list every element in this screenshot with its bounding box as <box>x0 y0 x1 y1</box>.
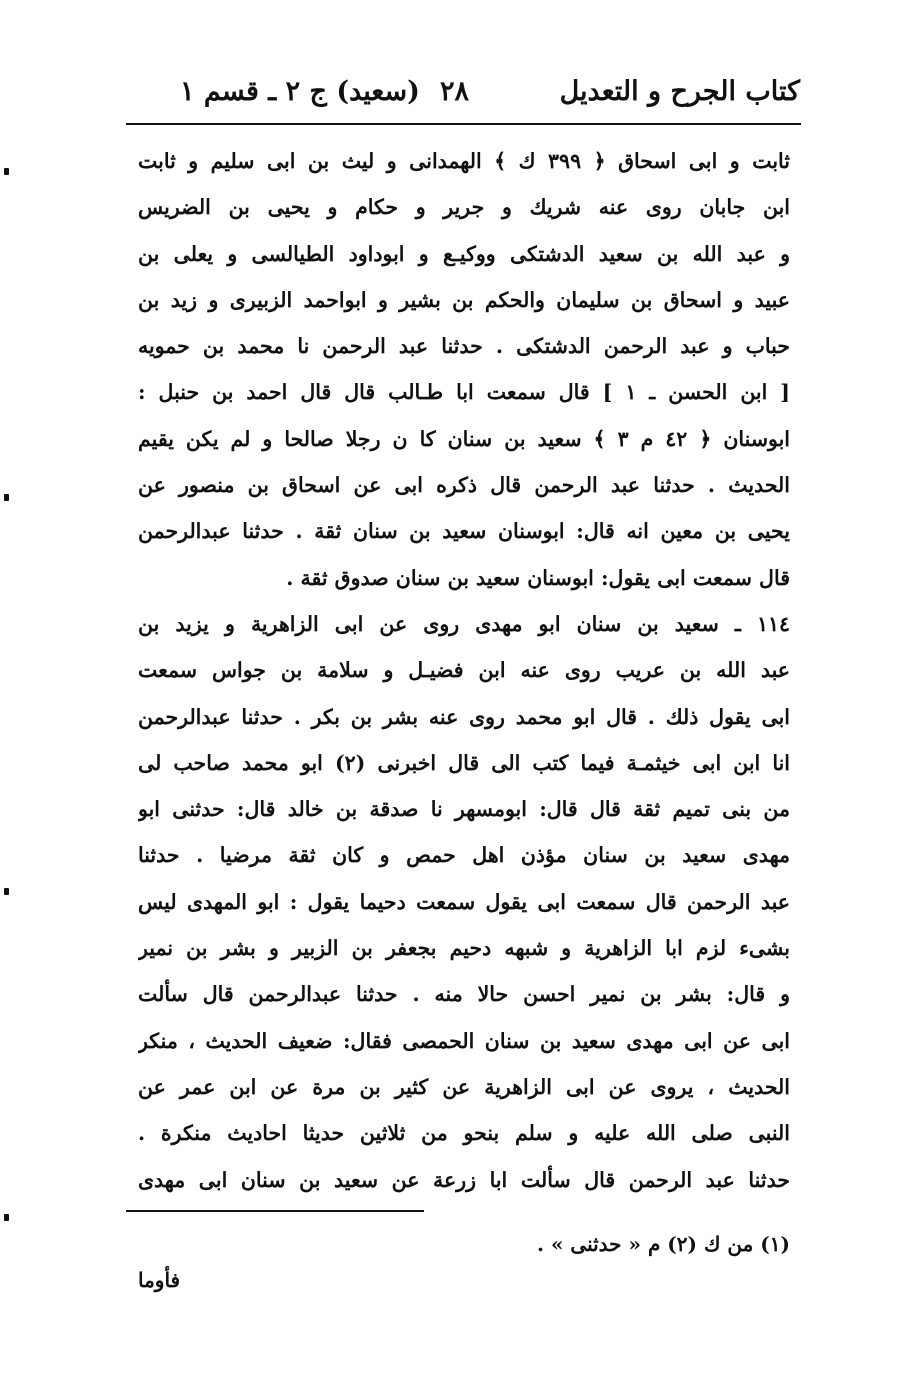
text-line: و قال: بشر بن نمير احسن حالا منه . حدثنا عبدالرحمن قال سألت <box>138 982 790 1007</box>
scan-mark <box>4 168 9 175</box>
text-line: يحيى بن معين انه قال: ابوسنان سعيد بن سنان ثقة . حدثنا عبدالرحمن <box>138 519 790 544</box>
scan-mark <box>4 888 9 895</box>
text-line: حدثنا عبد الرحمن قال سألت ابا زرعة عن سعيد بن سنان ابى مهدى <box>138 1167 790 1192</box>
text-line: حباب و عبد الرحمن الدشتكى . حدثنا عبد الرحمن نا محمد بن حمويه <box>138 334 790 359</box>
text-line: [ ابن الحسن ـ ١ ] قال سمعت ابا طـالب قال قال احمد بن حنبل : <box>138 380 790 405</box>
text-line: النبى صلى الله عليه و سلم بنحو من ثلاثين حديثا احاديث منكرة . <box>138 1121 790 1146</box>
text-line: من بنى تميم ثقة قال قال: ابومسهر نا صدقة بن خالد قال: حدثنى ابو <box>138 797 790 822</box>
text-line: ابوسنان ﴿ ٤٢ م ٣ ﴾ سعيد بن سنان كا ن رجلا صالحا و لم يكن يقيم <box>138 426 790 451</box>
entry-heading-line: ١١٤ ـ سعيد بن سنان ابو مهدى روى عن ابى الزاهرية و يزيد بن <box>138 611 790 636</box>
catchword: فأوما <box>138 1268 181 1292</box>
text-line: ابى عن ابى مهدى سعيد بن سنان الحمصى فقال: ضعيف الحديث ، منكر <box>138 1028 790 1053</box>
header-rule <box>126 123 801 125</box>
text-line: عبد الله بن عريب روى عنه ابن فضيـل و سلامة بن جواس سمعت <box>138 658 790 683</box>
text-line: ابن جابان روى عنه شريك و جرير و حكام و يحيى بن الضريس <box>138 195 790 220</box>
page-header <box>140 70 800 120</box>
scan-mark <box>4 1214 9 1221</box>
scan-mark <box>4 494 9 501</box>
text-line: ابى يقول ذلك . قال ابو محمد روى عنه بشر بن بكر . حدثنا عبدالرحمن <box>138 704 790 729</box>
book-title: كتاب الجرح و التعديل <box>559 76 800 107</box>
main-text <box>138 138 790 1203</box>
text-line: انا ابن ابى خيثمـة فيما كتب الى قال اخبرنى (٢) ابو محمد صاحب لى <box>138 750 790 775</box>
text-line: الحديث ، يروى عن ابى الزاهرية عن كثير بن مرة عن ابن عمر عن <box>138 1074 790 1099</box>
page-number: ٢٨ <box>440 76 470 107</box>
text-line: الحديث . حدثنا عبد الرحمن قال ذكره ابى عن اسحاق بن منصور عن <box>138 473 790 498</box>
text-line: و عبد الله بن سعيد الدشتكى ووكيـع و ابوداود الطيالسى و يعلى بن <box>138 241 790 266</box>
footnote: (١) من ك (٢) م « حدثنى » . <box>537 1232 790 1256</box>
footnote-rule <box>126 1210 424 1212</box>
text-line: عبد الرحمن قال سمعت ابى يقول سمعت دحيما يقول : ابو المهدى ليس <box>138 889 790 914</box>
section-label: (سعيد) ج ٢ ـ قسم ١ <box>180 76 420 107</box>
text-line: ثابت و ابى اسحاق ﴿ ٣٩٩ ك ﴾ الهمدانى و ليث بن ابى سليم و ثابت <box>138 149 790 173</box>
text-line: مهدى سعيد بن سنان مؤذن اهل حمص و كان ثقة مرضيا . حدثنا <box>138 843 790 868</box>
text-line: قال سمعت ابى يقول: ابوسنان سعيد بن سنان صدوق ثقة . <box>286 565 790 590</box>
text-line: عبيد و اسحاق بن سليمان والحكم بن بشير و ابواحمد الزبيرى و زيد بن <box>138 287 790 312</box>
text-line: بشىء لزم ابا الزاهرية و شبهه دحيم بجعفر بن الزبير و بشر بن نمير <box>138 936 790 961</box>
